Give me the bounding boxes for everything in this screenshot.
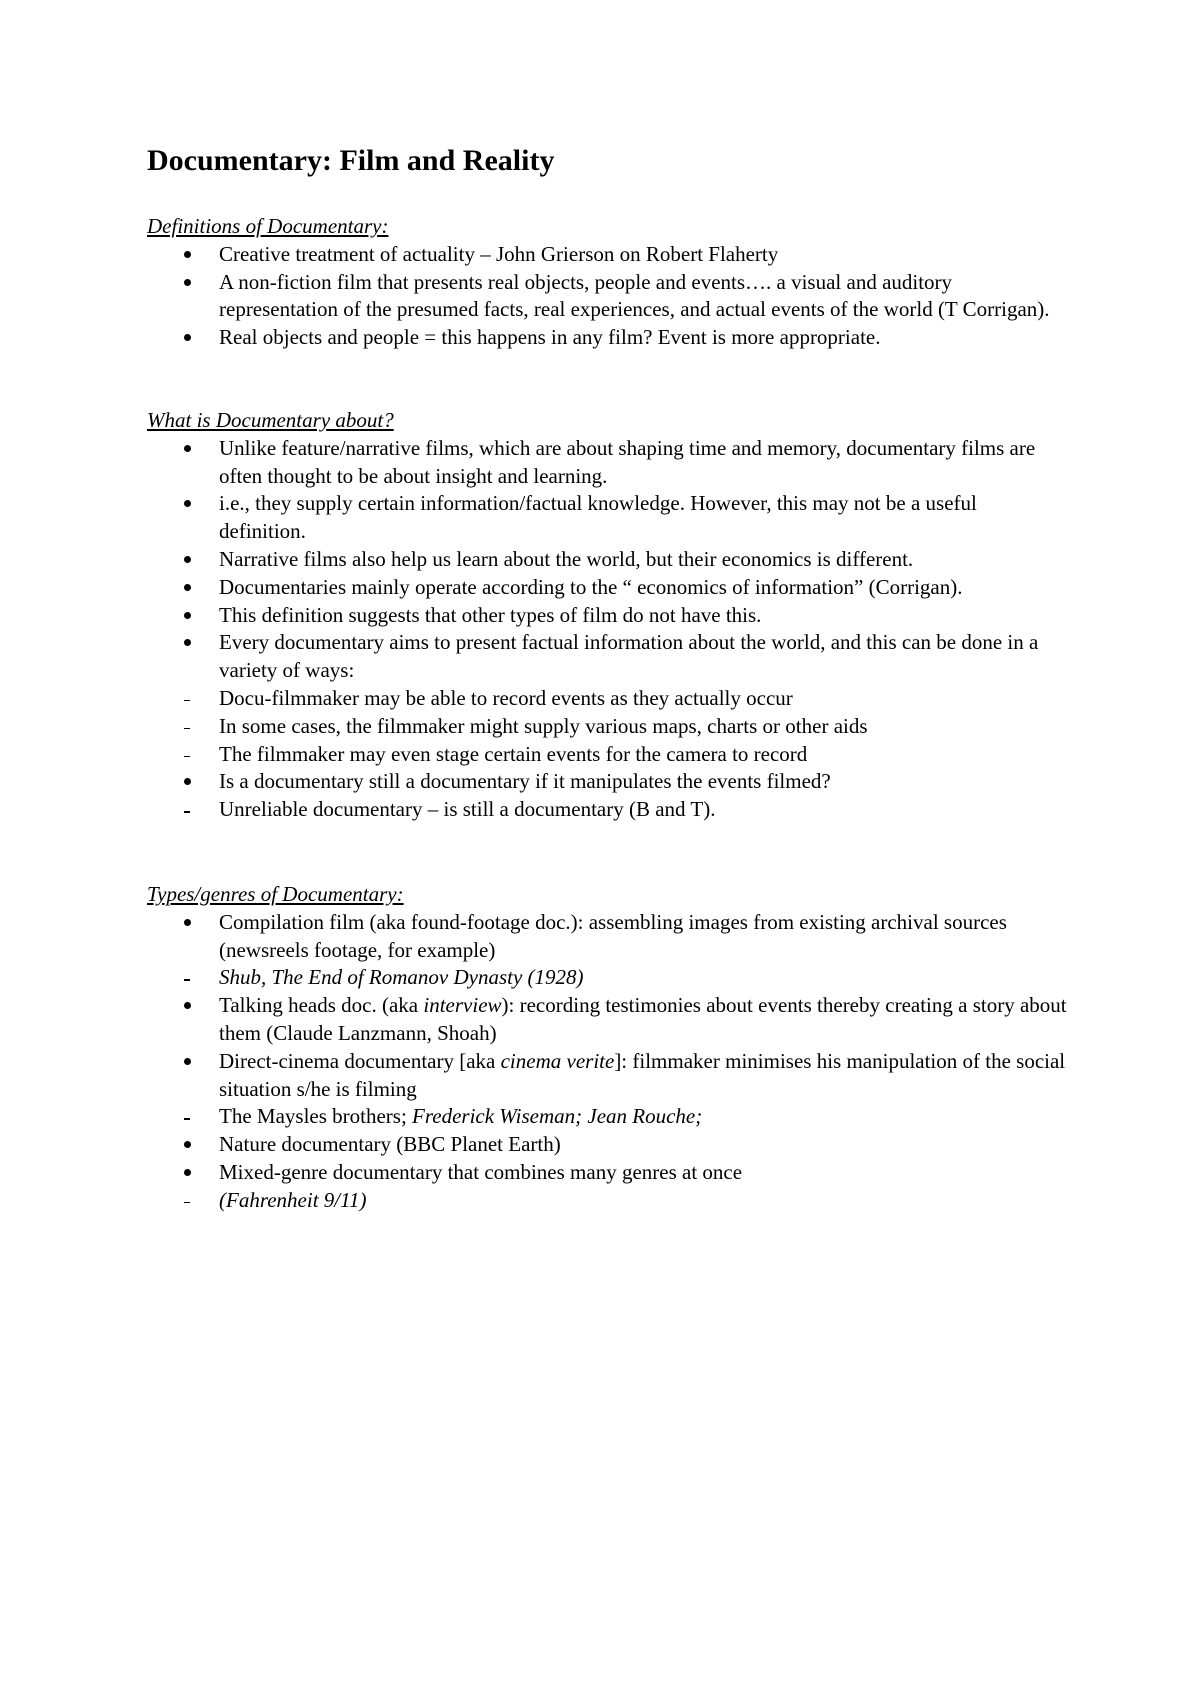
bullet-marker-icon [183,1159,203,1187]
bullet-marker-icon [183,574,203,602]
item-text: Frederick Wiseman; Jean Rouche; [412,1104,703,1129]
item-text: Documentaries mainly operate according to the “ economics of information” (Corrigan). [219,574,963,599]
bullet-item [147,1159,1067,1187]
item-text: Talking heads doc. (aka [219,993,424,1018]
bullet-item [147,1131,1067,1159]
section-items [147,909,1067,1215]
bullet-marker-icon [183,602,203,630]
item-text: i.e., they supply certain information/factual knowledge. However, this may not be a useful definition. [219,491,977,544]
dash-item [147,1103,1067,1131]
bullet-marker-icon [183,269,203,297]
dash-marker-icon [183,1187,203,1215]
bullet-item [147,574,1067,602]
bullet-marker-icon [183,490,203,518]
section-heading: Definitions of Documentary: [147,214,389,238]
bullet-item [147,269,1067,325]
item-text: Compilation film (aka found-footage doc.): assembling images from existing archival sources (newsreels footage, for example) [219,909,1007,962]
item-text: Every documentary aims to present factual information about the world, and this can be done in a variety of ways: [219,630,1039,683]
item-text: Narrative films also help us learn about the world, but their economics is different. [219,546,914,571]
item-text: Mixed-genre documentary that combines many genres at once [219,1159,743,1184]
bullet-marker-icon [183,1131,203,1159]
item-text: ): recording testimonies about events thereby creating a story about them (Claude Lanzmann, Shoah) [219,993,1067,1045]
dash-marker-icon [183,741,203,769]
item-text: cinema verite [500,1048,615,1073]
bullet-item [147,992,1067,1048]
bullet-item [147,324,1067,352]
dash-item [147,713,1067,741]
bullet-marker-icon [183,241,203,269]
dash-marker-icon [183,964,203,992]
bullet-marker-icon [183,629,203,657]
item-text: Docu-filmmaker may be able to record events as they actually occur [219,685,793,710]
section-heading: What is Documentary about? [147,408,394,432]
item-text: The filmmaker may even stage certain events for the camera to record [219,741,808,766]
dash-marker-icon [183,796,203,824]
item-text: Direct-cinema documentary [aka [219,1048,501,1073]
dash-marker-icon [183,685,203,713]
bullet-item [147,768,1067,796]
dash-marker-icon [183,1103,203,1131]
item-text: Unreliable documentary – is still a documentary (B and T). [219,797,716,822]
section-types-genres [147,881,1067,1215]
bullet-item [147,602,1067,630]
item-text: Unlike feature/narrative films, which are about shaping time and memory, documentary films are often thought to be about insight and learning. [219,435,1036,488]
dash-item [147,685,1067,713]
item-text: Creative treatment of actuality – John Grierson on Robert Flaherty [219,241,779,266]
section-items [147,241,1067,352]
bullet-marker-icon [183,768,203,796]
item-text: The Maysles brothers; [219,1104,413,1129]
item-text: In some cases, the filmmaker might supply various maps, charts or other aids [219,713,868,738]
item-text: Nature documentary (BBC Planet Earth) [219,1132,561,1157]
item-text: Real objects and people = this happens in any film? Event is more appropriate. [219,325,881,350]
bullet-marker-icon [183,435,203,463]
item-text: interview [423,993,502,1018]
section-items [147,435,1067,824]
page-title: Documentary: Film and Reality [147,144,555,177]
section-what-about [147,407,1067,824]
dash-item [147,964,1067,992]
bullet-item [147,1048,1067,1104]
item-text: This definition suggests that other types of film do not have this. [219,602,762,627]
bullet-marker-icon [183,909,203,937]
section-heading: Types/genres of Documentary: [147,882,404,906]
bullet-item [147,546,1067,574]
dash-item [147,796,1067,824]
item-text: ]: filmmaker minimises his manipulation of the social situation s/he is filming [219,1048,1066,1101]
bullet-item [147,909,1067,965]
dash-marker-icon [183,713,203,741]
dash-item [147,741,1067,769]
section-definitions [147,213,1067,352]
bullet-marker-icon [183,1048,203,1076]
dash-item [147,1187,1067,1215]
item-text: A non-fiction film that presents real objects, people and events…. a visual and auditory representation of the presumed facts, real experiences, and actual events of the world (T Corrigan). [219,269,1050,322]
bullet-item [147,490,1067,546]
item-text: Shub, The End of Romanov Dynasty (1928) [219,965,584,990]
item-text: (Fahrenheit 9/11) [219,1187,367,1212]
bullet-marker-icon [183,992,203,1020]
bullet-item [147,629,1067,685]
bullet-marker-icon [183,324,203,352]
item-text: Is a documentary still a documentary if it manipulates the events filmed? [219,769,831,794]
bullet-item [147,435,1067,491]
bullet-marker-icon [183,546,203,574]
bullet-item [147,241,1067,269]
